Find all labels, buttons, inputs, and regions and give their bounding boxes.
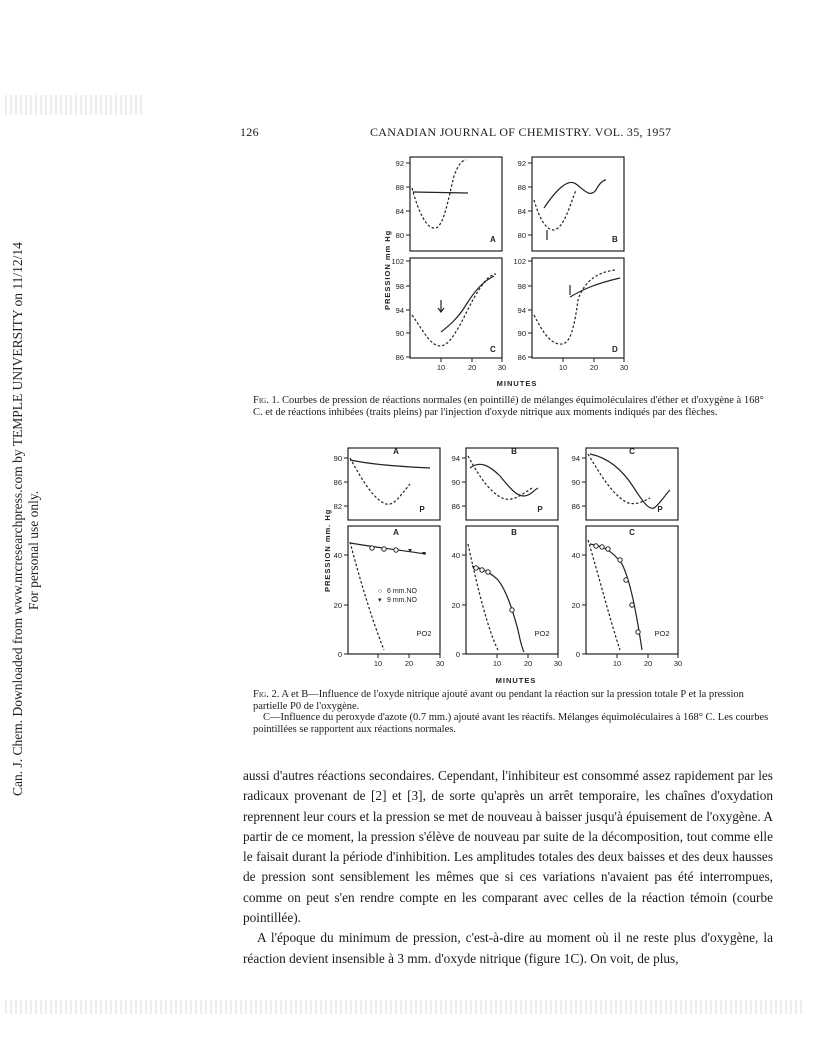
figure-2-caption-line2: C—Influence du peroxyde d'azote (0.7 mm.) ajouté avant les réactifs. Mélanges équimoléculaires à 168° C. Les courbes pointillées se rapportent aux réactions normales. xyxy=(253,712,769,735)
fig2-c-xtick: 30 xyxy=(673,659,683,668)
fig2-b-xtick: 30 xyxy=(553,659,563,668)
figure-2 xyxy=(320,440,690,688)
fig2-bottom-b-ytick: 0 xyxy=(455,650,460,659)
fig1-b-inhibited-curve xyxy=(544,180,606,208)
fig2-bottom-a-normal-curve xyxy=(350,542,384,650)
download-notice-line1: Can. J. Chem. Downloaded from www.nrcresearchpress.com by TEMPLE UNIVERSITY on 11/12/14 xyxy=(10,242,25,796)
fig2-top-a-frame xyxy=(348,448,440,520)
fig2-top-c-ytick: 90 xyxy=(571,478,580,487)
fig1-c-ytick: 90 xyxy=(395,329,404,338)
fig2-bottom-a-po2-label: PO2 xyxy=(416,629,432,638)
fig1-a-ytick: 88 xyxy=(395,183,404,192)
fig2-bottom-c-ytick: 40 xyxy=(571,551,580,560)
fig2-b-marker xyxy=(474,566,478,570)
fig2-c-marker xyxy=(618,558,622,562)
fig1-panel-c-frame xyxy=(410,258,502,358)
fig2-top-c-p-label: P xyxy=(657,505,663,514)
fig2-y-axis-label: PRESSION mm. Hg xyxy=(323,508,332,592)
fig1-d-ytick: 86 xyxy=(517,353,526,362)
fig1-x-axis-label: MINUTES xyxy=(496,379,538,388)
fig2-top-c-ytick: 94 xyxy=(571,454,580,463)
scan-artifact xyxy=(5,95,145,115)
fig2-top-b-ytick: 90 xyxy=(451,478,460,487)
fig1-y-axis-label: PRESSION mm Hg xyxy=(383,229,392,310)
fig2-a-xtick: 10 xyxy=(373,659,383,668)
fig1-c-inhibited-curve xyxy=(441,276,494,332)
fig1-panel-d-frame xyxy=(532,258,624,358)
fig2-a-xtick: 20 xyxy=(404,659,414,668)
fig1-panel-b-letter: B xyxy=(612,235,618,244)
fig2-bottom-a-ytick: 0 xyxy=(337,650,342,659)
fig2-bottom-a-inhibited-curve xyxy=(350,543,426,554)
paragraph: aussi d'autres réactions secondaires. Cependant, l'inhibiteur est consommé assez rapidement par les radicaux provenant de [2] et [3], de sorte qu'après un arrêt temporaire, les chaînes d'oxydation reprennent leur cours et la pression se met de nouveau à baisser jusqu'à épuisement de l'oxygène. A partir de ce moment, la pression s'élève de nouveau par suite de la décomposition, tout comme elle le faisait durant la période d'inhibition. Les amplitudes totales des deux baisses et des deux hausses de pression sont sensiblement les mêmes que si ces variations n'avaient pas été interrompues, comme on peut s'en rendre compte en les comparant avec celles de la réaction témoin (courbe pointillée). xyxy=(243,768,773,926)
fig2-bottom-a-letter: A xyxy=(393,528,399,537)
fig2-top-b-ytick: 94 xyxy=(451,454,460,463)
fig1-a-inhibited-curve xyxy=(413,192,468,193)
fig2-a-marker xyxy=(370,546,374,550)
fig2-bottom-b-inhibited-curve xyxy=(472,566,524,652)
paragraph: A l'époque du minimum de pression, c'est-à-dire au moment où il ne reste plus d'oxygène, la réaction devient insensible à 3 mm. d'oxyde nitrique (figure 1C). On voit, de plus, xyxy=(243,930,773,966)
figure-1 xyxy=(370,150,640,392)
fig1-b-ytick: 80 xyxy=(517,231,526,240)
fig1-b-normal-curve xyxy=(534,190,576,230)
fig2-bottom-c-ytick: 20 xyxy=(571,601,580,610)
fig1-d-normal-curve xyxy=(534,270,616,344)
fig2-top-b-p-label: P xyxy=(537,505,543,514)
fig2-bottom-b-letter: B xyxy=(511,528,517,537)
fig2-top-c-letter: C xyxy=(629,447,635,456)
fig1-panel-b-frame xyxy=(532,157,624,251)
fig1-panel-d-letter: D xyxy=(612,345,618,354)
fig2-top-a-ytick: 82 xyxy=(333,502,342,511)
download-notice-line2: For personal use only. xyxy=(26,490,41,610)
fig2-c-marker xyxy=(606,547,610,551)
fig2-b-marker xyxy=(510,608,514,612)
fig2-bottom-c-inhibited-curve xyxy=(590,544,642,650)
fig2-bottom-a-ytick: 20 xyxy=(333,601,342,610)
fig2-bottom-c-po2-label: PO2 xyxy=(654,629,670,638)
fig2-bottom-b-po2-label: PO2 xyxy=(534,629,550,638)
fig2-top-c-normal-curve xyxy=(588,454,650,504)
fig1-d-ytick: 98 xyxy=(517,282,526,291)
fig2-a-marker xyxy=(394,548,398,552)
fig2-top-a-ytick: 90 xyxy=(333,454,342,463)
fig2-top-b-frame xyxy=(466,448,558,520)
fig2-a-xtick: 30 xyxy=(435,659,445,668)
fig1-panel-c-letter: C xyxy=(490,345,496,354)
journal-title: CANADIAN JOURNAL OF CHEMISTRY. VOL. 35, 1957 xyxy=(370,125,672,139)
fig2-top-a-normal-curve xyxy=(350,458,410,504)
page-number: 126 xyxy=(240,125,259,139)
fig2-c-xtick: 10 xyxy=(612,659,622,668)
fig1-b-ytick: 92 xyxy=(517,159,526,168)
fig2-b-xtick: 20 xyxy=(523,659,533,668)
fig1-b-ytick: 88 xyxy=(517,183,526,192)
fig2-bottom-b-normal-curve xyxy=(468,544,498,650)
fig2-b-marker xyxy=(480,568,484,572)
fig2-c-marker xyxy=(630,603,634,607)
fig1-c-ytick: 86 xyxy=(395,353,404,362)
fig2-b-marker xyxy=(486,570,490,574)
fig1-d-xtick: 20 xyxy=(589,363,599,372)
fig2-x-axis-label: MINUTES xyxy=(495,676,537,685)
fig2-c-marker xyxy=(594,544,598,548)
download-notice xyxy=(2,240,42,800)
scan-artifact xyxy=(5,1000,805,1014)
fig2-top-b-letter: B xyxy=(511,447,517,456)
fig2-top-b-normal-curve xyxy=(468,456,532,499)
fig1-c-arrow xyxy=(438,300,444,312)
fig1-c-ytick: 102 xyxy=(391,257,404,266)
fig1-d-ytick: 90 xyxy=(517,329,526,338)
fig2-a-marker xyxy=(382,547,386,551)
figure-1-caption xyxy=(253,395,773,418)
fig2-top-a-p-label: P xyxy=(419,505,425,514)
fig1-d-xtick: 30 xyxy=(619,363,629,372)
fig1-c-normal-curve xyxy=(412,274,496,346)
fig1-c-xtick: 10 xyxy=(436,363,446,372)
fig2-bottom-b-ytick: 40 xyxy=(451,551,460,560)
fig1-a-normal-curve xyxy=(412,160,466,228)
fig2-top-c-inhibited-curve xyxy=(590,454,670,508)
legend-text-6mm: 6 mm.NO xyxy=(387,588,417,595)
fig2-top-c-ytick: 86 xyxy=(571,502,580,511)
fig1-a-ytick: 80 xyxy=(395,231,404,240)
fig1-d-ytick: 94 xyxy=(517,306,526,315)
fig1-c-ytick: 94 xyxy=(395,306,404,315)
fig1-d-ytick: 102 xyxy=(513,257,526,266)
fig2-top-a-letter: A xyxy=(393,447,399,456)
figure-2-caption-line1: A et B—Influence de l'oxyde nitrique ajouté avant ou pendant la réaction sur la pression totale P et la pression partielle P0 de l'oxygène. xyxy=(253,689,744,712)
body-text xyxy=(243,766,773,969)
fig2-top-a-ytick: 86 xyxy=(333,478,342,487)
fig2-top-a-inhibited-curve xyxy=(350,460,430,468)
fig1-d-xtick: 10 xyxy=(558,363,568,372)
fig2-c-xtick: 20 xyxy=(643,659,653,668)
figure-2-caption xyxy=(253,689,773,735)
legend-symbol-9mm: ▾ xyxy=(378,597,382,604)
fig1-a-ytick: 84 xyxy=(395,207,404,216)
fig1-c-ytick: 98 xyxy=(395,282,404,291)
fig1-panel-a-letter: A xyxy=(490,235,496,244)
fig2-top-b-ytick: 86 xyxy=(451,502,460,511)
figure-1-label: Fig. 1. xyxy=(253,395,280,406)
fig2-bottom-c-ytick: 0 xyxy=(575,650,580,659)
legend-text-9mm: 9 mm.NO xyxy=(387,597,417,604)
fig2-bottom-b-ytick: 20 xyxy=(451,601,460,610)
fig2-c-marker xyxy=(624,578,628,582)
fig2-c-marker xyxy=(600,545,604,549)
fig1-c-xtick: 20 xyxy=(467,363,477,372)
fig1-b-ytick: 84 xyxy=(517,207,526,216)
fig1-c-xtick: 30 xyxy=(497,363,507,372)
fig1-a-ytick: 92 xyxy=(395,159,404,168)
fig2-bottom-c-letter: C xyxy=(629,528,635,537)
fig2-bottom-a-ytick: 40 xyxy=(333,551,342,560)
legend-symbol-6mm: ○ xyxy=(378,588,383,595)
figure-1-caption-text: Courbes de pression de réactions normales (en pointillé) de mélanges équimoléculaires d'éther et d'oxygène à 168° C. et de réactions inhibées (traits pleins) par l'injection d'oxyde nitrique aux moments indiqués par des flèches. xyxy=(253,395,764,418)
fig1-d-inhibited-curve xyxy=(570,278,620,297)
fig2-c-marker xyxy=(636,630,640,634)
fig2-b-xtick: 10 xyxy=(492,659,502,668)
figure-2-label: Fig. 2. xyxy=(253,689,280,700)
